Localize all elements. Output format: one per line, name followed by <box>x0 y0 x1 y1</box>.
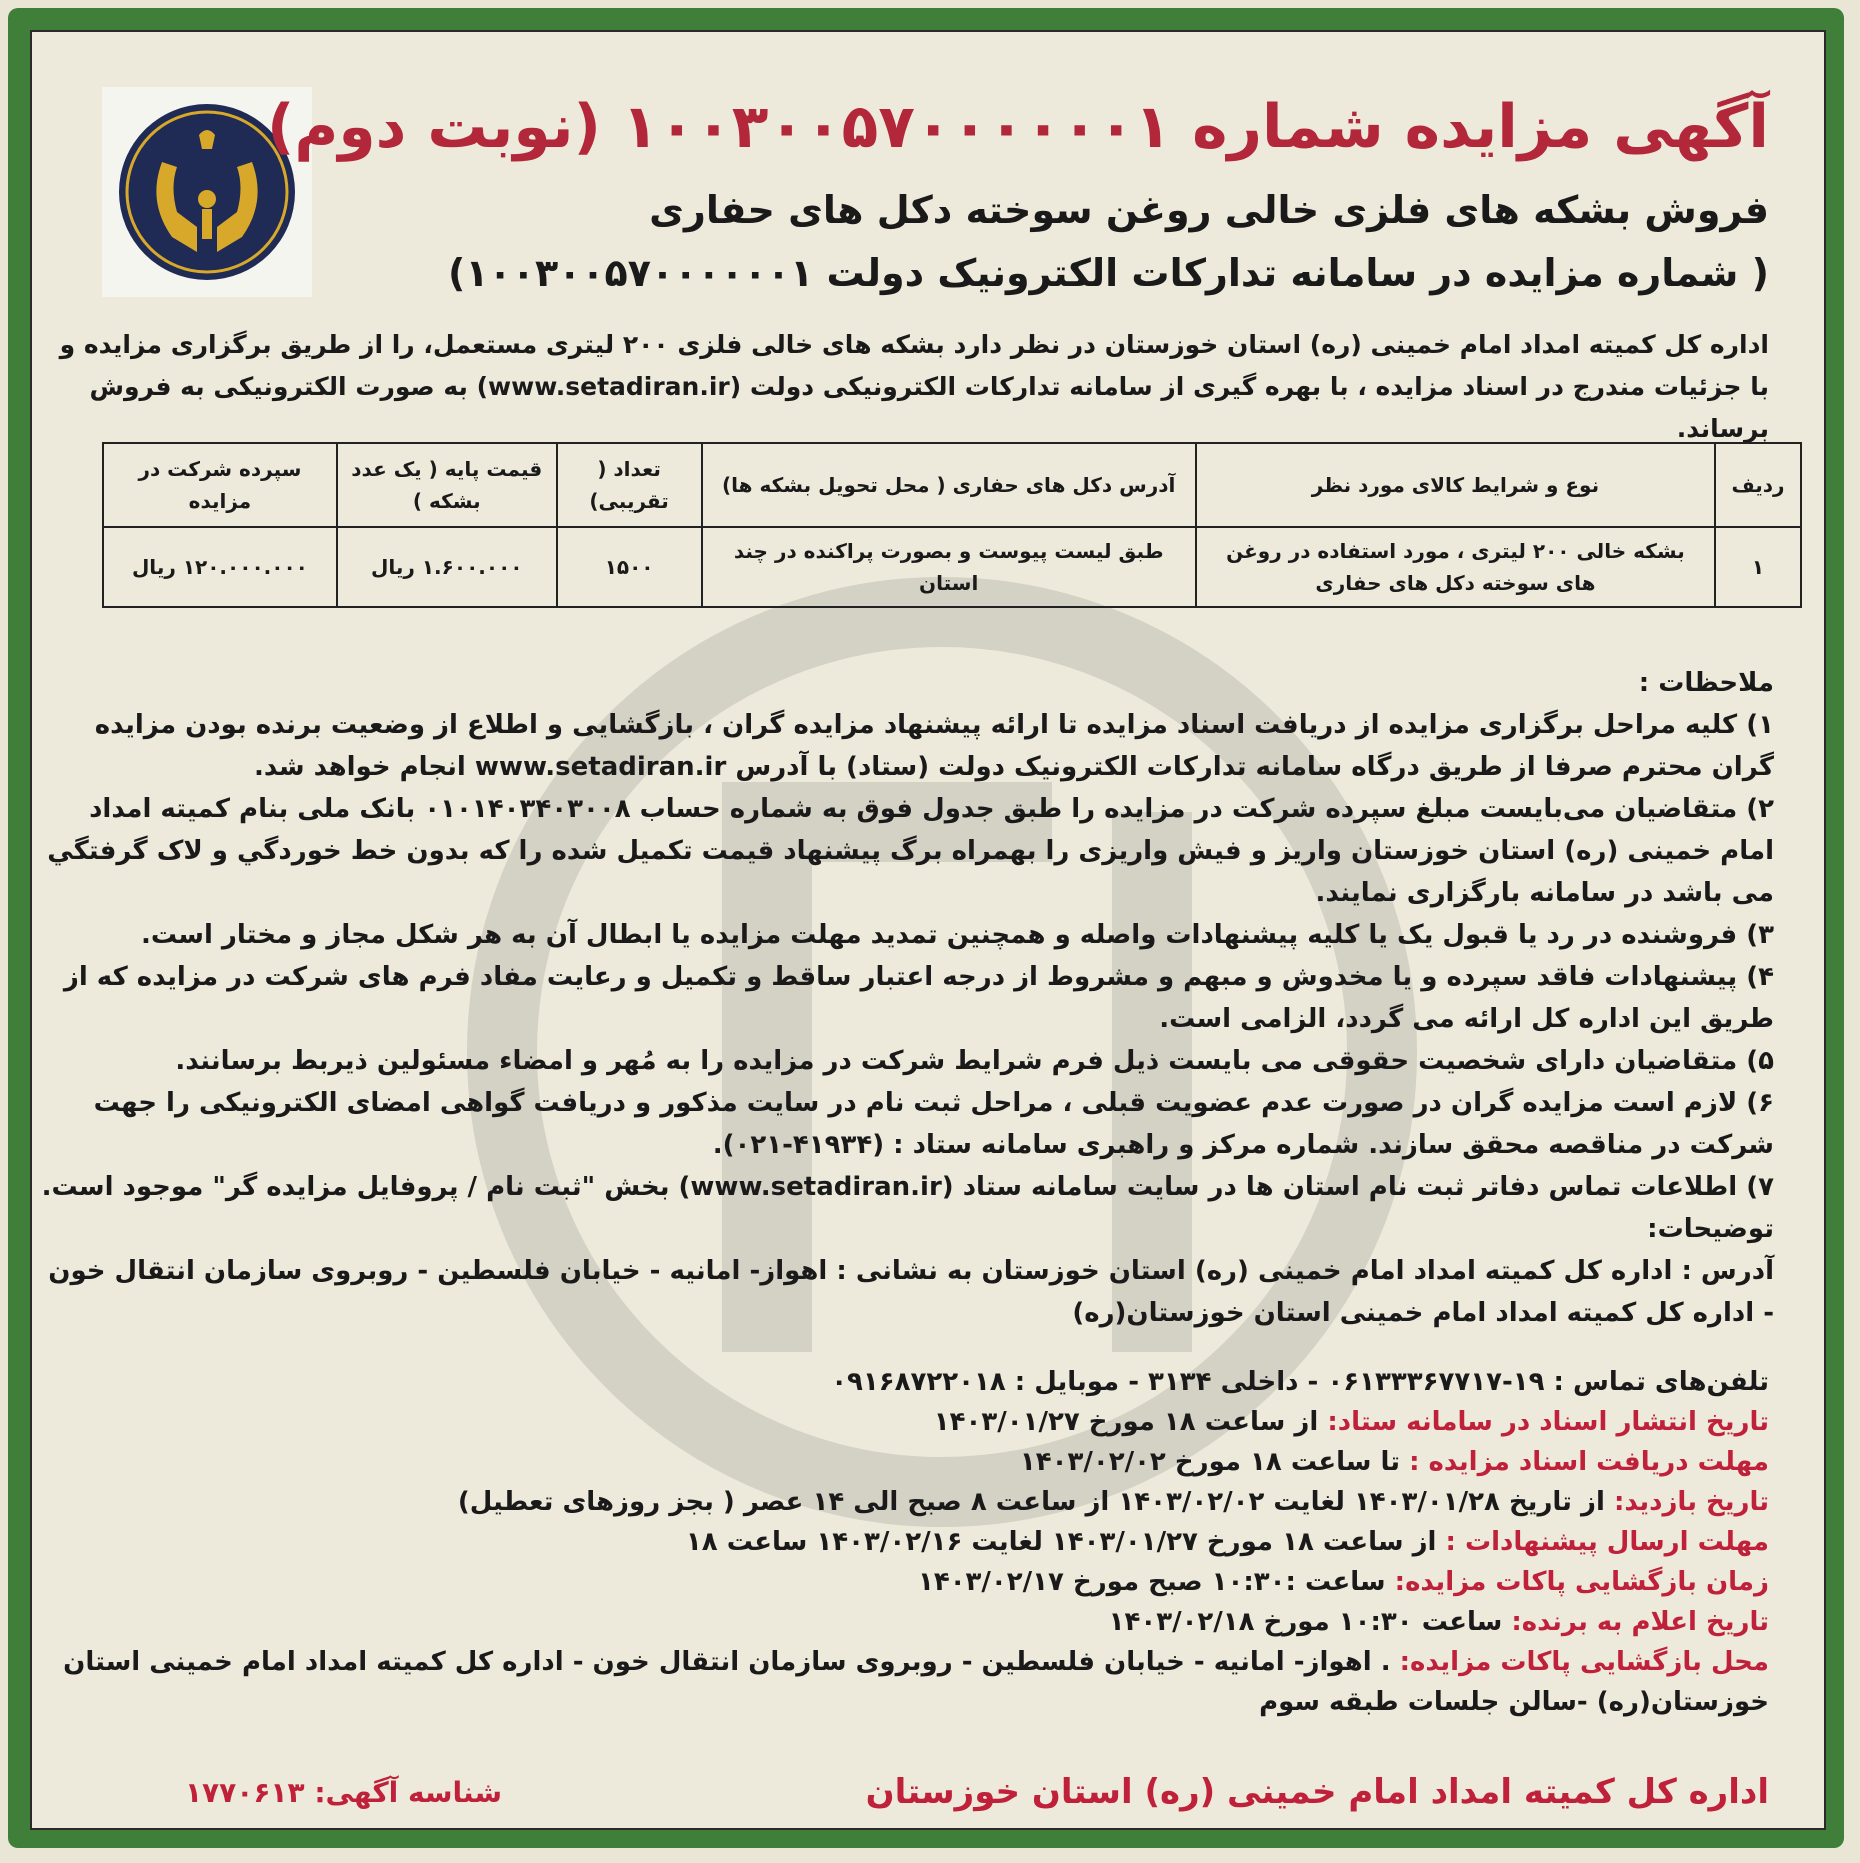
detail-label: مهلت دریافت اسناد مزایده : <box>1409 1447 1769 1477</box>
note-item: ۵) متقاضیان دارای شخصیت حقوقی می بایست ذیل فرم شرایط شرکت در مزایده را به مُهر و امضاء مسئولین ذیربط برسانند. <box>175 1046 1774 1076</box>
detail-line <box>59 1522 1769 1562</box>
intro-paragraph: اداره کل کمیته امداد امام خمینی (ره) استان خوزستان در نظر دارد بشکه های خالی فلزی ۲۰۰ لیتری مستعمل، را از طریق برگزاری مزایده و با جزئیات مندرج در اسناد مزایده ، با بهره گیری از سامانه تدارکات الکترونیکی دولت (www.setadiran.ir) به صورت الکترونیکی به فروش برساند. <box>59 330 1769 443</box>
table-row <box>103 527 1801 607</box>
detail-value: تا ساعت ۱۸ مورخ ۱۴۰۳/۰۲/۰۲ <box>1019 1447 1401 1477</box>
col-header-address: آدرس دکل های حفاری ( محل تحویل بشکه ها) <box>702 443 1196 527</box>
ad-identifier: شناسه آگهی: ۱۷۷۰۶۱۳ <box>184 1776 502 1809</box>
note-item: ۳) فروشنده در رد یا قبول یک یا کلیه پیشنهادات واصله و همچنین تمدید مهلت مزایده یا ابطال آن به هر شکل مجاز و مختار است. <box>140 920 1774 950</box>
office-address: آدرس : اداره کل کمیته امداد امام خمینی (ره) استان خوزستان به نشانی : اهواز- امانیه - خیابان فلسطین - روبروی سازمان انتقال خون - اداره کل کمیته امداد امام خمینی استان خوزستان(ره) <box>48 1256 1774 1328</box>
col-header-row-number: ردیف <box>1715 443 1801 527</box>
note-item: ۴) پیشنهادات فاقد سپرده و یا مخدوش و مبهم و مشروط از درجه اعتبار ساقط و تکمیل و رعایت مفاد فرم های شرکت در مزایده که از طریق این اداره کل ارائه می گردد، الزامی است. <box>63 962 1774 1034</box>
table-header-row <box>103 443 1801 527</box>
note-item: ۶) لازم است مزایده گران در صورت عدم عضویت قبلی ، مراحل ثبت نام در سایت مذکور و دریافت گواهی امضای الکترونیکی را جهت شرکت در مناقصه محقق سازند. شماره مرکز و راهبری سامانه ستاد : (۴۱۹۳۴-۰۲۱). <box>93 1088 1774 1160</box>
page-title: آگهی مزایده شماره ۱۰۰۳۰۰۵۷۰۰۰۰۰۰۱ (نوبت دوم) <box>266 92 1769 162</box>
detail-line <box>59 1602 1769 1642</box>
cell-address: طبق لیست پیوست و بصورت پراکنده در چند استان <box>702 527 1196 607</box>
detail-value: . اهواز- امانیه - خیابان فلسطین - روبروی سازمان انتقال خون - اداره کل کمیته امداد امام خمینی استان خوزستان(ره) -سالن جلسات طبقه سوم <box>63 1647 1769 1717</box>
note-item: ۷) اطلاعات تماس دفاتر ثبت نام استان ها در سایت سامانه ستاد (www.setadiran.ir) بخش "ثبت نام / پروفایل مزایده گر" موجود است. <box>41 1172 1774 1202</box>
detail-label: تاریخ بازدید: <box>1613 1487 1769 1517</box>
tender-number-subtitle: ( شماره مزایده در سامانه تدارکات الکترونیک دولت ۱۰۰۳۰۰۵۷۰۰۰۰۰۰۱) <box>447 251 1769 295</box>
detail-value: ساعت :۱۰:۳۰ صبح مورخ ۱۴۰۳/۰۲/۱۷ <box>917 1567 1386 1597</box>
notes-heading: ملاحظات : <box>1638 668 1774 698</box>
schedule-details <box>59 1362 1769 1722</box>
cell-item-type: بشکه خالی ۲۰۰ لیتری ، مورد استفاده در روغن های سوخته دکل های حفاری <box>1196 527 1715 607</box>
cell-base-price: ۱.۶۰۰.۰۰۰ ریال <box>337 527 557 607</box>
page-subtitle: فروش بشکه های فلزی خالی روغن سوخته دکل های حفاری <box>649 188 1769 232</box>
cell-row-number: ۱ <box>1715 527 1801 607</box>
col-header-base-price: قیمت پایه ( یک عدد بشکه ) <box>337 443 557 527</box>
descriptions-heading: توضیحات: <box>1647 1214 1774 1244</box>
detail-label: تاریخ انتشار اسناد در سامانه ستاد: <box>1327 1407 1769 1437</box>
detail-value: از تاریخ ۱۴۰۳/۰۱/۲۸ لغایت ۱۴۰۳/۰۲/۰۲ از ساعت ۸ صبح الی ۱۴ عصر ( بجز روزهای تعطیل) <box>457 1487 1605 1517</box>
cell-quantity: ۱۵۰۰ <box>557 527 702 607</box>
note-item: ۲) متقاضیان می‌بایست مبلغ سپرده شرکت در مزایده را طبق جدول فوق به شماره حساب ۰۱۰۱۴۰۳۴۰۳۰۰۸ بانک ملی بنام کمیته امداد امام خمینی (ره) استان خوزستان واریز و فیش واریزی را بهمراه برگ پیشنهاد قیمت تکمیل شده را که بدون خط خوردگي و لاک گرفتگي می باشد در سامانه بارگزاری نمایند. <box>47 794 1774 908</box>
detail-line <box>59 1482 1769 1522</box>
detail-value: تلفن‌های تماس : ۱۹-۰۶۱۳۳۳۶۷۷۱۷ - داخلی ۳۱۳۴ - موبایل : ۰۹۱۶۸۷۲۲۰۱۸ <box>831 1367 1769 1397</box>
detail-line <box>59 1562 1769 1602</box>
detail-label: زمان بازگشایی پاکات مزایده: <box>1394 1567 1769 1597</box>
detail-value: از ساعت ۱۸ مورخ ۱۴۰۳/۰۱/۲۷ <box>933 1407 1319 1437</box>
col-header-quantity: تعداد ( تقریبی) <box>557 443 702 527</box>
cell-deposit: ۱۲۰.۰۰۰.۰۰۰ ریال <box>103 527 337 607</box>
detail-line <box>59 1442 1769 1482</box>
contact-phones <box>59 1362 1769 1402</box>
footer-organization: اداره کل کمیته امداد امام خمینی (ره) استان خوزستان <box>865 1772 1769 1812</box>
detail-line <box>59 1642 1769 1722</box>
detail-label: محل بازگشایی پاکات مزایده: <box>1399 1647 1769 1677</box>
col-header-deposit: سپرده شرکت در مزایده <box>103 443 337 527</box>
detail-label: تاریخ اعلام به برنده: <box>1511 1607 1769 1637</box>
notes-section <box>39 662 1774 1334</box>
advertisement-page <box>30 30 1826 1830</box>
col-header-item-type: نوع و شرایط کالای مورد نظر <box>1196 443 1715 527</box>
detail-value: ساعت ۱۰:۳۰ مورخ ۱۴۰۳/۰۲/۱۸ <box>1108 1607 1503 1637</box>
newspaper-frame <box>8 8 1844 1848</box>
note-item: ۱) کلیه مراحل برگزاری مزایده از دریافت اسناد مزایده تا ارائه پیشنهاد مزایده گران ، بازگشایی و اطلاع از وضعیت برنده بودن مزایده گران محترم صرفا از طریق درگاه سامانه تدارکات الکترونیک دولت (ستاد) با آدرس www.setadiran.ir انجام خواهد شد. <box>94 710 1774 782</box>
detail-value: از ساعت ۱۸ مورخ ۱۴۰۳/۰۱/۲۷ لغایت ۱۴۰۳/۰۲/۱۶ ساعت ۱۸ <box>685 1527 1437 1557</box>
detail-line <box>59 1402 1769 1442</box>
auction-items-table <box>102 442 1802 608</box>
detail-label: مهلت ارسال پیشنهادات : <box>1445 1527 1769 1557</box>
